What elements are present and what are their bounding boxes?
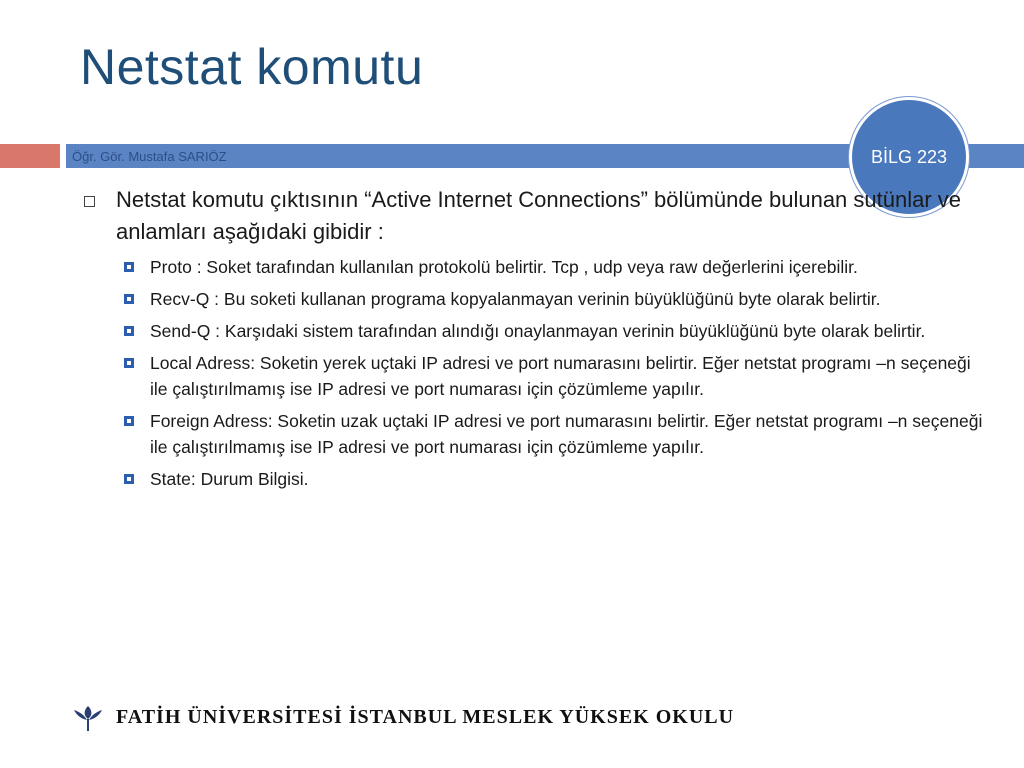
square-bullet-icon bbox=[124, 326, 134, 336]
university-name: FATİH ÜNİVERSİTESİ İSTANBUL MESLEK YÜKSEK OKULU bbox=[116, 705, 735, 728]
author-name: Öğr. Gör. Mustafa SARIÖZ bbox=[72, 149, 227, 164]
intro-text: Netstat komutu çıktısının “Active Internet Connections” bölümünde bulunan sutünlar ve anlamları aşağıdaki gibidir : bbox=[116, 187, 962, 244]
list-item-text: State: Durum Bilgisi. bbox=[150, 469, 309, 489]
list-item bbox=[150, 466, 985, 492]
square-bullet-icon bbox=[124, 474, 134, 484]
list-item-text: Proto : Soket tarafından kullanılan protokolü belirtir. Tcp , udp veya raw değerlerini içerebilir. bbox=[150, 257, 858, 277]
header-band-accent bbox=[0, 144, 60, 168]
intro-bullet bbox=[80, 184, 985, 248]
list-item bbox=[150, 286, 985, 312]
list-item-text: Local Adress: Soketin yerek uçtaki IP adresi ve port numarasını belirtir. Eğer netstat programı –n seçeneği ile çalıştırılmamış ise IP adresi ve port numarası için çözümleme yapılır. bbox=[150, 353, 971, 399]
footer-logo bbox=[70, 702, 734, 732]
square-bullet-icon bbox=[124, 416, 134, 426]
list-item-text: Send-Q : Karşıdaki sistem tarafından alındığı onaylanmayan verinin büyüklüğünü byte olarak belirtir. bbox=[150, 321, 926, 341]
hollow-square-bullet-icon bbox=[84, 196, 95, 207]
square-bullet-icon bbox=[124, 358, 134, 368]
course-badge-label: BİLG 223 bbox=[870, 146, 948, 167]
list-item-text: Foreign Adress: Soketin uzak uçtaki IP adresi ve port numarasını belirtir. Eğer netstat programı –n seçeneği ile çalıştırılmamış ise IP adresi ve port numarası için çözümleme yapılır. bbox=[150, 411, 983, 457]
slide-content bbox=[80, 184, 985, 498]
list-item bbox=[150, 318, 985, 344]
square-bullet-icon bbox=[124, 262, 134, 272]
slide-title: Netstat komutu bbox=[80, 39, 424, 95]
list-item bbox=[150, 408, 985, 460]
square-bullet-icon bbox=[124, 294, 134, 304]
list-item bbox=[150, 350, 985, 402]
list-item-text: Recv-Q : Bu soketi kullanan programa kopyalanmayan verinin büyüklüğünü byte olarak belirtir. bbox=[150, 289, 881, 309]
tulip-logo-icon bbox=[70, 702, 106, 732]
list-item bbox=[150, 254, 985, 280]
